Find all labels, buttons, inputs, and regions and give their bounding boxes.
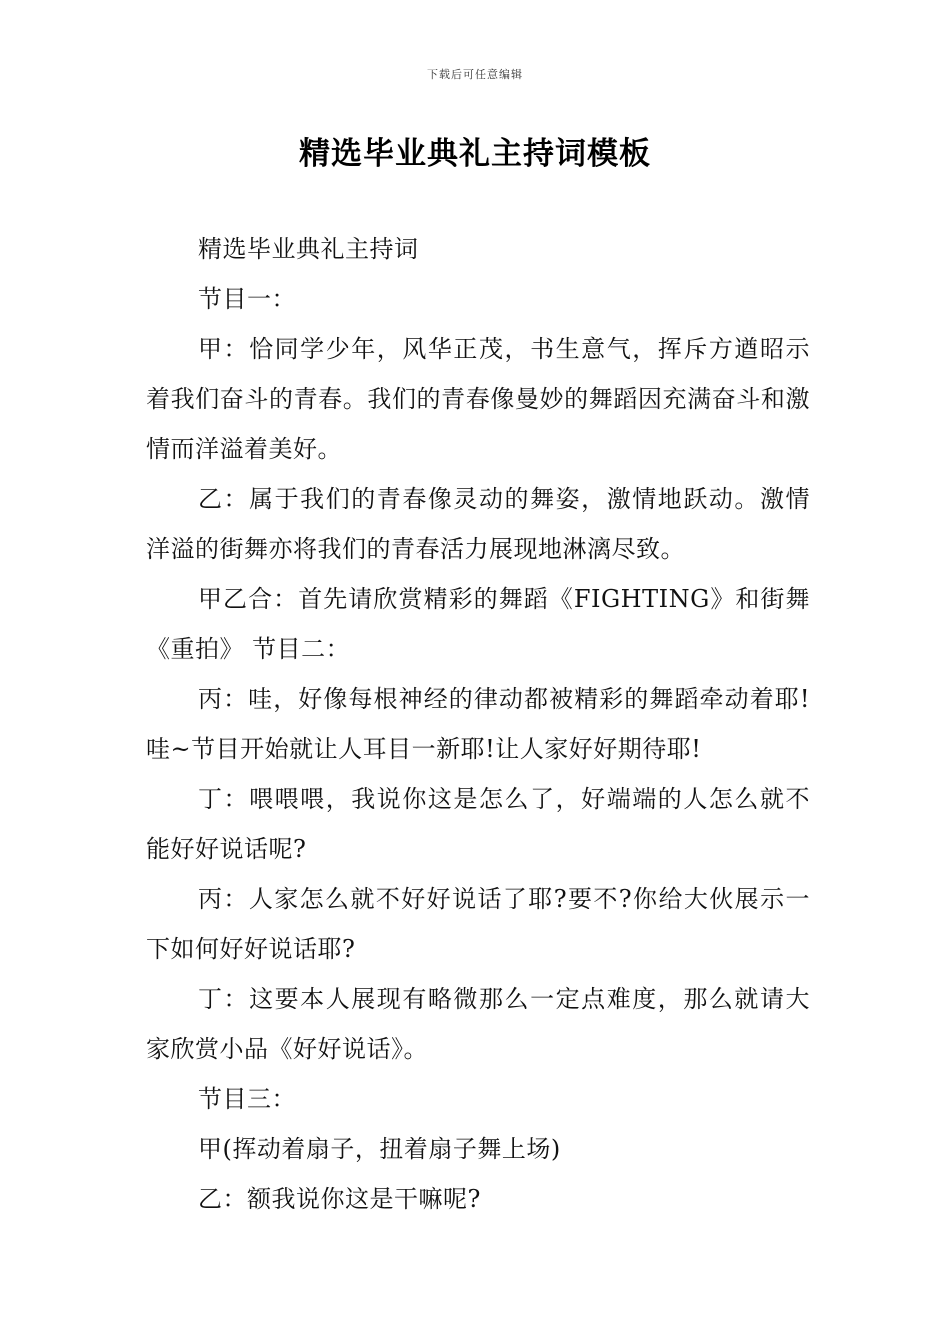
paragraph-ding-2: 丁：这要本人展现有略微那么一定点难度，那么就请大家欣赏小品《好好说话》。: [146, 985, 810, 1063]
paragraph-subtitle: 精选毕业典礼主持词: [198, 235, 419, 263]
paragraph-jiayi-together: 甲乙合：首先请欣赏精彩的舞蹈《FIGHTING》和街舞《重拍》 节目二：: [146, 585, 810, 663]
paragraph-program-3: 节目三：: [198, 1085, 296, 1113]
paragraph-bing-1: 丙：哇，好像每根神经的律动都被精彩的舞蹈牵动着耶!哇~节目开始就让人耳目一新耶!让人家好好期待耶!: [146, 685, 810, 763]
paragraph-ding-1: 丁：喂喂喂，我说你这是怎么了，好端端的人怎么就不能好好说话呢?: [146, 785, 810, 863]
paragraph-yi-2: 乙：额我说你这是干嘛呢?: [198, 1185, 481, 1213]
document-body: [146, 224, 810, 1224]
paragraph-jia-2: 甲(挥动着扇子，扭着扇子舞上场): [198, 1135, 561, 1163]
paragraph-yi-1: 乙：属于我们的青春像灵动的舞姿，激情地跃动。激情洋溢的街舞亦将我们的青春活力展现地淋漓尽致。: [146, 485, 810, 563]
paragraph-bing-2: 丙：人家怎么就不好好说话了耶?要不?你给大伙展示一下如何好好说话耶?: [146, 885, 810, 963]
paragraph-jia-1: 甲：恰同学少年，风华正茂，书生意气，挥斥方遒昭示着我们奋斗的青春。我们的青春像曼妙的舞蹈因充满奋斗和激情而洋溢着美好。: [146, 335, 810, 463]
header-note: 下载后可任意编辑: [427, 68, 523, 81]
document-title: 精选毕业典礼主持词模板: [299, 136, 651, 172]
paragraph-program-1: 节目一：: [198, 285, 296, 313]
